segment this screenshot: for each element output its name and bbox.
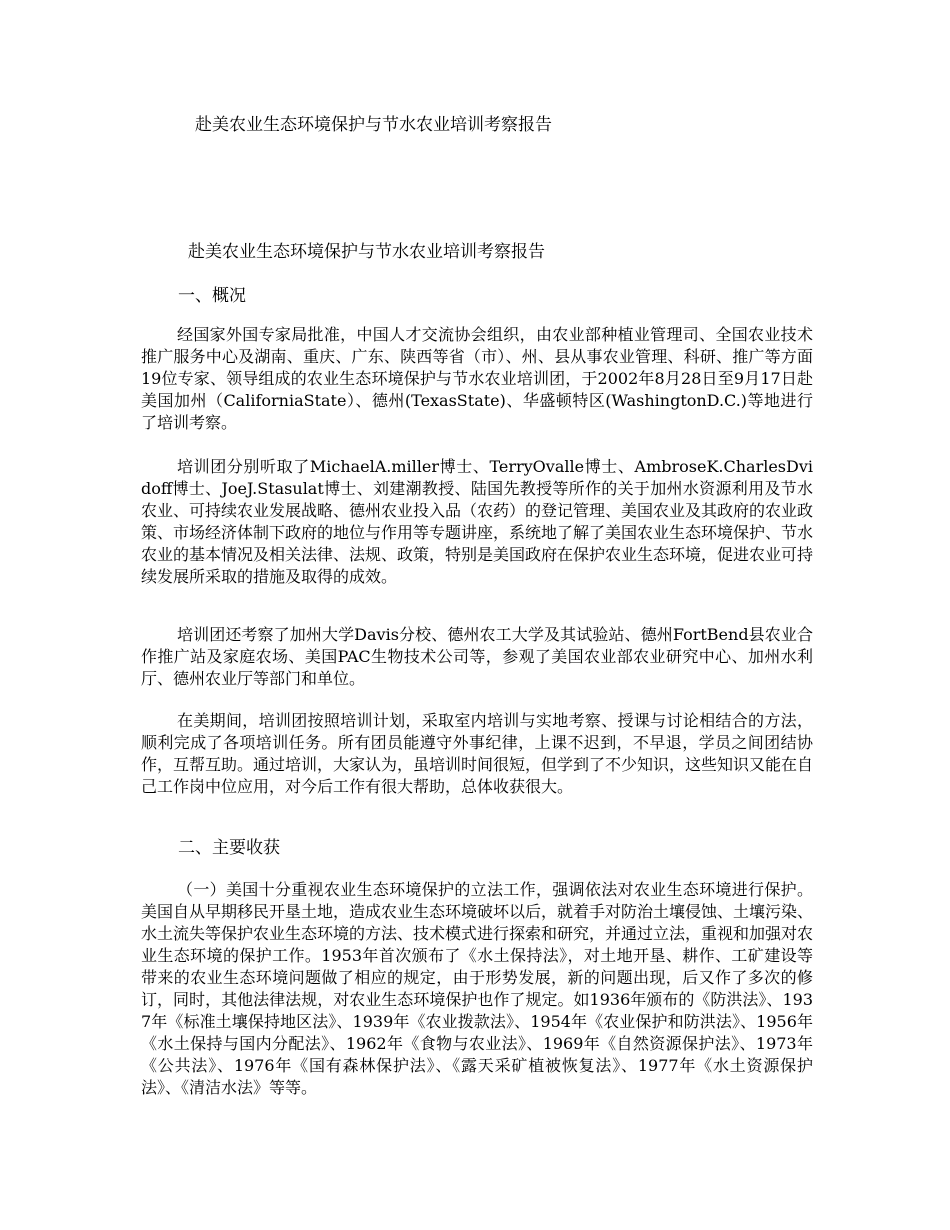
paragraph-approval: 经国家外国专家局批准，中国人才交流协会组织，由农业部种植业管理司、全国农业技术推广服务中心及湖南、重庆、广东、陕西等省（市）、州、县从事农业管理、科研、推广等方面19位专家、领导组成的农业生态环境保护与节水农业培训团，于2002年8月28日至9月17日赴美国加州（CaliforniaState）、德州(TexasState)、华盛顿特区(WashingtonD.C.)等地进行了培训考察。 bbox=[141, 325, 813, 432]
paragraph-site-visits: 培训团还考察了加州大学Davis分校、德州农工大学及其试验站、德州FortBend县农业合作推广站及家庭农场、美国PAC生物技术公司等，参观了美国农业部农业研究中心、加州水利厅、德州农业厅等部门和单位。 bbox=[141, 625, 813, 688]
section-heading-main-gains: 二、主要收获 bbox=[178, 838, 280, 858]
paragraph-training-summary: 在美期间，培训团按照培训计划，采取室内培训与实地考察、授课与讨论相结合的方法，顺利完成了各项培训任务。所有团员能遵守外事纪律，上课不迟到，不早退，学员之间团结协作，互帮互助。通过培训，大家认为，虽培训时间很短，但学到了不少知识，这些知识又能在自己工作岗中位应用，对今后工作有很大帮助，总体收获很大。 bbox=[141, 711, 814, 796]
document-header-title: 赴美农业生态环境保护与节水农业培训考察报告 bbox=[195, 115, 552, 135]
paragraph-legislation: （一）美国十分重视农业生态环境保护的立法工作，强调依法对农业生态环境进行保护。美国自从早期移民开垦土地，造成农业生态环境破坏以后，就着手对防治土壤侵蚀、土壤污染、水土流失等保护农业生态环境的方法、技术模式进行探索和研究，并通过立法，重视和加强对农业生态环境的保护工作。1953年首次颁布了《水土保持法》，对土地开垦、耕作、工矿建设等带来的农业生态环境问题做了相应的规定，由于形势发展，新的问题出现，后又作了多次的修订，同时，其他法律法规，对农业生态环境保护也作了规定。如1936年颁布的《防洪法》、1937年《标准土壤保持地区法》、1939年《农业拨款法》、1954年《农业保护和防洪法》、1956年《水土保持与国内分配法》、1962年《食物与农业法》、1969年《自然资源保护法》、1973年《公共法》、1976年《国有森林保护法》、《露天采矿植被恢复法》、1977年《水土资源保护法》、《清洁水法》等等。 bbox=[141, 880, 814, 1097]
paragraph-lectures: 培训团分别听取了MichaelA.miller博士、TerryOvalle博士、AmbroseK.CharlesDvidoff博士、JoeJ.Stasulat博士、刘建潮教授、陆国先教授等所作的关于加州水资源利用及节水农业、可持续农业发展战略、德州农业投入品（农药）的登记管理、美国农业及其政府的农业政策、市场经济体制下政府的地位与作用等专题讲座，系统地了解了美国农业生态环境保护、节水农业的基本情况及相关法律、法规、政策，特别是美国政府在保护农业生态环境，促进农业可持续发展所采取的措施及取得的成效。 bbox=[141, 457, 814, 586]
document-title: 赴美农业生态环境保护与节水农业培训考察报告 bbox=[188, 242, 545, 262]
section-heading-overview: 一、概况 bbox=[178, 286, 246, 306]
